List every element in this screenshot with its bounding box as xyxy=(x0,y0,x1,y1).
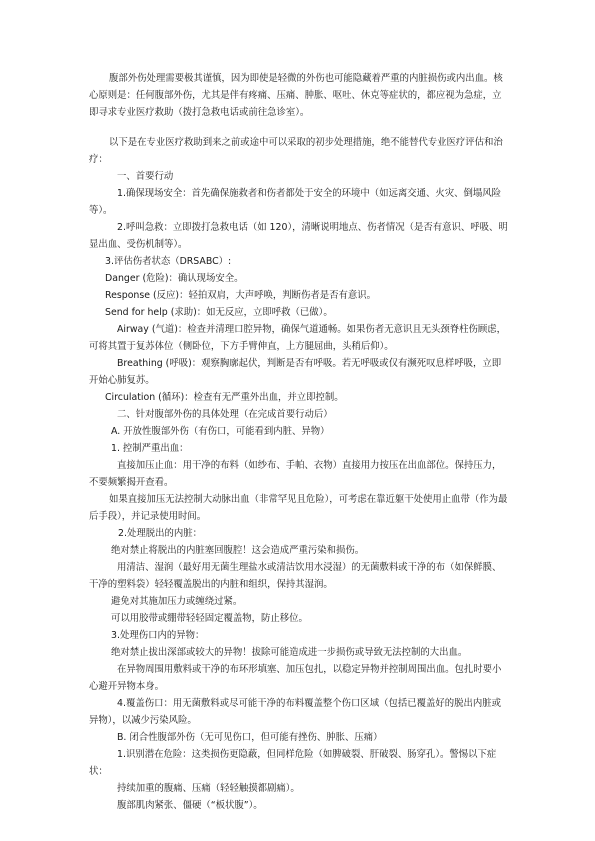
a1-heading: 1. 控制严重出血： xyxy=(111,443,189,454)
a2-warning: 绝对禁止将脱出的内脏塞回腹腔！这会造成严重污染和损伤。 xyxy=(111,545,365,556)
drsabc-danger: Danger (危险)：确认现场安全。 xyxy=(105,273,244,284)
a3-warning: 绝对禁止拔出深部或较大的异物！拔除可能造成进一步损伤或导致无法控制的大出血。 xyxy=(111,647,468,658)
intro-paragraph: 腹部外伤处理需要极其谨慎，因为即使是轻微的外伤也可能隐藏着严重的内脏损伤或内出血。核心原则是：任何腹部外伤，尤其是伴有疼痛、压痛、肿胀、呕吐、休克等症状的，都应视为急症，立即寻求专业医疗救助（拨打急救电话或前往急诊室）。 xyxy=(89,73,503,119)
section-heading-1: 一、首要行动 xyxy=(117,171,174,182)
drsabc-circulation: Circulation (循环)：检查有无严重外出血，并立即控制。 xyxy=(105,392,344,403)
subsection-a-heading: A. 开放性腹部外伤（有伤口，可能看到内脏、异物） xyxy=(111,426,330,437)
step-3: 3.评估伤者状态（DRSABC）: xyxy=(105,256,232,267)
subsection-b-heading: B. 闭合性腹部外伤（无可见伤口，但可能有挫伤、肿胀、压痛） xyxy=(117,732,383,743)
step-2: 2.呼叫急救：立即拨打急救电话（如 120），清晰说明地点、伤者情况（是否有意识、呼吸、明显出血、受伤机制等）。 xyxy=(89,222,508,251)
a2-secure-cover: 可以用胶带或绷带轻轻固定覆盖物，防止移位。 xyxy=(111,613,308,624)
step-1: 1.确保现场安全：首先确保施救者和伤者都处于安全的环境中（如远离交通、火灾、倒塌风险等）。 xyxy=(89,188,501,217)
a2-heading: 2.处理脱出的内脏： xyxy=(118,528,202,539)
a4-cover-wound: 4.覆盖伤口：用无菌敷料或尽可能干净的布料覆盖整个伤口区域（包括已覆盖好的脱出内脏或异物），以减少污染风险。 xyxy=(89,698,501,727)
scope-paragraph: 以下是在专业医疗救助到来之前或途中可以采取的初步处理措施，绝不能替代专业医疗评估和治疗： xyxy=(89,137,503,166)
a2-no-pressure: 避免对其施加压力或缠绕过紧。 xyxy=(111,596,243,607)
drsabc-send-for-help: Send for help (求助)：如无反应，立即呼救（已做）。 xyxy=(105,307,333,318)
b1-symptom-pain: 持续加重的腹痛、压痛（轻轻触摸都剧痛）。 xyxy=(117,783,300,794)
a2-cover-organs: 用清洁、湿润（最好用无菌生理盐水或清洁饮用水浸湿）的无菌敷料或干净的布（如保鲜膜、干净的塑料袋）轻轻覆盖脱出的内脏和组织，保持其湿润。 xyxy=(89,562,502,591)
drsabc-response: Response (反应)：轻拍双肩，大声呼唤，判断伤者是否有意识。 xyxy=(105,290,376,301)
a1-tourniquet: 如果直接加压无法控制大动脉出血（非常罕见且危险），可考虑在靠近躯干处使用止血带（作为最后手段），并记录使用时间。 xyxy=(89,494,508,523)
drsabc-breathing: Breathing (呼吸)：观察胸廓起伏，判断是否有呼吸。若无呼吸或仅有濒死叹息样呼吸，立即开始心肺复苏。 xyxy=(89,358,502,387)
a3-heading: 3.处理伤口内的异物： xyxy=(111,630,205,641)
a1-direct-pressure: 直接加压止血：用干净的布料（如纱布、手帕、衣物）直接用力按压在出血部位。保持压力，不要频繁揭开查看。 xyxy=(89,460,502,489)
section-heading-2: 二、针对腹部外伤的具体处理（在完成首要行动后） xyxy=(117,409,333,420)
b1-symptom-rigidity: 腹部肌肉紧张、僵硬（“板状腹”）。 xyxy=(117,800,263,811)
a3-stabilize-object: 在异物周围用敷料或干净的布环形填塞、加压包扎，以稳定异物并控制周围出血。包扎时要小心避开异物本身。 xyxy=(89,664,502,693)
b1-identify-danger: 1.识别潜在危险：这类损伤更隐蔽，但同样危险（如脾破裂、肝破裂、肠穿孔）。警惕以下症状： xyxy=(89,749,497,778)
drsabc-airway: Airway (气道)：检查并清理口腔异物，确保气道通畅。如果伤者无意识且无头颈脊柱伤顾虑，可将其置于复苏体位（侧卧位，下方手臂伸直，上方腿屈曲，头稍后仰）。 xyxy=(89,324,507,353)
